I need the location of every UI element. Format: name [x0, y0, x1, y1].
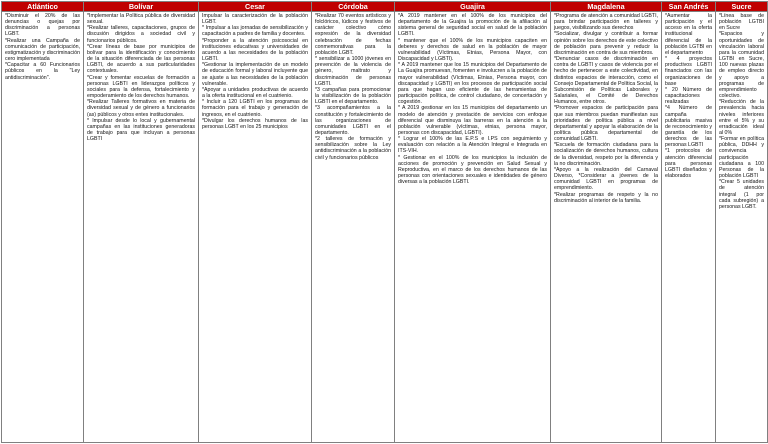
cell-item: * Impulsar a las jornadas de sensibilización y capacitación a padres de familia y docentes.	[202, 25, 308, 38]
cell-magdalena	[551, 12, 662, 443]
cell-item: *Realizar programas de respeto y la no discriminación al interior de la familia.	[554, 191, 658, 204]
cell-item: *Realizar una Campaña de comunicación de participación, estigmatización y discriminación cero implementada	[5, 37, 80, 63]
cell-item: *Programa de atención a comunidad LGBTI, para brindar participación en talleres y juegos, visibilizando sus derechos	[554, 13, 658, 32]
cell-item: *4 Número de campaña publicitaria masiva de reconocimiento y garantía de los derechos de las personas LGBTI	[665, 105, 712, 149]
header-san-andres: San Andrés	[662, 2, 716, 12]
cell-item: *3 acompañamientos a la constitución y fortalecimiento de las organizaciones de comunidades LGBTI en el departamento.	[315, 105, 391, 136]
cell-item: *Realizar Talleres formativos en materia de diversidad sexual y de género a funcionarios (as) públicos y otros entes institucionales.	[87, 99, 195, 118]
cell-item: *Crear y fomentar escuelas de formación a personas LGBTI en liderazgos políticos y sociales para la defensa, fortalecimiento y empoderamiento de los derechos humanos.	[87, 74, 195, 100]
cell-item: * Impulsar desde lo local y gubernamental campañas en las instituciones generadoras de trabajo para que incluyan a personas LGBTI	[87, 117, 195, 143]
header-magdalena: Magdalena	[551, 2, 662, 12]
header-guajira: Guajira	[395, 2, 551, 12]
cell-item: Impulsar la caracterización de la población LGBT.	[202, 13, 308, 26]
content-row	[2, 12, 768, 443]
cell-item: *2 talleres de formación y sensibilización sobre la Ley antidiscriminación a la población civil y funcionarios públicos	[315, 136, 391, 161]
cell-item: *Implementar la Política pública de diversidad sexual.	[87, 13, 195, 26]
policy-table	[1, 1, 768, 443]
cell-item: *Crear 5 unidades de atención integral (1 por cada subregión) a personas LGBT.	[719, 179, 764, 210]
cell-atlantico	[2, 12, 84, 443]
header-row	[2, 2, 768, 12]
cell-item: *Capacitar a 60 Funcionarios públicos en la "Ley antidiscriminación".	[5, 62, 80, 81]
cell-item: *Aumentar la participación y el acceso en la oferta institucional diferencial de la población LGTBI en el departamento	[665, 13, 712, 56]
cell-cordoba	[312, 12, 395, 443]
cell-item: *Apoyar a unidades productivas de acuerdo a la oferta institucional en el cuatrienio.	[202, 86, 308, 100]
cell-item: *Escuela de formación ciudadana para la socialización de derechos humanos, cultura de la diversidad, respeto por la diferencia y la no discriminación.	[554, 142, 658, 167]
cell-item: * A 2019 gestionar en los 15 municipios del departamento un modelo de atención y prestación de servicios con enfoque diferencial que disminuya las barreras en la atención a la población vulnerable (víctimas, etnias, persona mayor, personas con discapacidad, LGBTI).	[398, 105, 547, 136]
header-cesar: Cesar	[199, 2, 312, 12]
cell-item: *Proponder a la atención psicosocial en instituciones educativas y universidades de acuerdo a las necesidades de la población LGBTI.	[202, 37, 308, 63]
cell-item: *Denunciar casos de discriminación en contra de LGBTI y casos de violencia por el hecho de pertenecer a este colectividad, en distintos espacios de interacción, como el Consejo Departamental de Política Social, la Subcomisión de Políticas Laborales y Salariales, el Comité de Derechos Humanos, entre otros.	[554, 56, 658, 106]
cell-item: *Reducción de la prevalencia hacia niveles inferiores entre el 5% y su erradicación ideal al 0%	[719, 99, 764, 136]
cell-item: *Divulgar los derechos humanos de las personas LGBT en los 25 municipios	[202, 117, 308, 130]
cell-item: * 4 proyectos productivos LGBTI financiados con las organizaciones de base	[665, 56, 712, 87]
cell-item: *Gestionar la implementación de un modelo de educación formal y laboral incluyente que se ajuste a las necesidades de la población vulnerable.	[202, 62, 308, 87]
cell-item: *Crear líneas de base por municipios de bolívar para la identificación y conocimiento de la situación diferenciada de las personas LGBTI, de acuerdo a sus particularidades contextuales.	[87, 43, 195, 75]
cell-cesar	[199, 12, 312, 443]
header-cordoba: Córdoba	[312, 2, 395, 12]
cell-item: * Incluir a 120 LGBTI en los programas de formación para el trabajo y generación de ingresos, en el cuatrienio.	[202, 99, 308, 118]
cell-item: *Disminuir el 20% de las denuncias o quejas por discriminación a personas LGBT.	[5, 13, 80, 38]
cell-item: *A 2019 mantener en el 100% de los municipios del departamento de la Guajira la promoción de la afiliación al sistema general de seguridad social en salud de la población LGBTI.	[398, 13, 547, 38]
header-sucre: Sucre	[716, 2, 768, 12]
cell-bolivar	[84, 12, 199, 443]
cell-item: * Lograr el 100% de las E.P.S e I.PS con seguimiento y evaluación con relación a la Atención Integral e Integrada en ITS-VIH.	[398, 136, 547, 155]
cell-item: * 20 Número de capacitaciones realizadas	[665, 86, 712, 106]
cell-item: *3 campañas para promocionar la visibilización de la población LGBTI en el departamento.	[315, 86, 391, 106]
header-bolivar: Bolívar	[84, 2, 199, 12]
cell-item: *Apoyo a la realización del Carnaval Diverso, *Considerar a jóvenes de la comunidad LGBTI en programas de emprendimiento.	[554, 166, 658, 192]
cell-item: * A 2019 mantener que los 15 municipios del Departamento de La Guajira promuevan, fomenten e involucren a la población de mayor vulnerabilidad (Víctimas, Etnias, Persona mayor, con discapacidad y LGBTI) en los procesos de participación social para que hagan uso eficiente de las herramientas de participación política, de control ciudadano, de concertación y cogestión.	[398, 62, 547, 106]
cell-item: *Línea base de población LGTBI en Sucre	[719, 13, 764, 32]
cell-item: *Realizar 70 eventos artísticos y folclóricos, lúdicos y festivos de carácter colectivo cómo expresión de la diversidad celebración de fechas conmemorativas para la población LGBT.	[315, 13, 391, 56]
cell-item: * sensibilizar a 1000 jóvenes en prevención de la violencia de género, maltrato y discriminación de personas LGBTI.	[315, 56, 391, 87]
cell-item: *Realizar talleres, capacitaciones, grupos de discusión dirigidos a sociedad civil y funcionarios públicos.	[87, 25, 195, 44]
cell-guajira	[395, 12, 551, 443]
cell-item: *Socializar, divulgar y contribuir a formar opinión sobre los derechos de este colectivo de población para prevenir y reducir la discriminación en contra de sus miembros.	[554, 31, 658, 56]
cell-san-andres	[662, 12, 716, 443]
cell-item: *1 protocolos de atención diferencial para personas LGBTI diseñados y elaborados	[665, 148, 712, 180]
cell-item: * mantener que el 100% de los municipios capaciten en deberes y derechos de salud en la población de mayor vulnerabilidad (Víctimas, Etnias, Persona Mayor, con Discapacidad y LGBTI).	[398, 37, 547, 63]
cell-item: *Formar en política pública, DDHH y convivencia participación ciudadana a 100 Personas de la población LGBTI	[719, 136, 764, 180]
header-atlantico: Atlántico	[2, 2, 84, 12]
cell-item: *Espacios y oportunidades de vinculación laboral para la comunidad LGTBI en Sucre, 100 nuevas plazas de empleo directo y apoyo a programas de emprendimiento colectivo.	[719, 31, 764, 100]
cell-item: *Promover espacios de participación para que sus miembros puedan manifiestan sus prioridades de política pública a nivel departamental y apoyar la elaboración de la política pública departamental de comunidad LGBTI.	[554, 105, 658, 143]
cell-sucre	[716, 12, 768, 443]
cell-item: * Gestionar en el 100% de los municipios la inclusión de acciones de promoción y prevención en Salud Sexual y Reproductiva, en el marco de los derechos humanos de las personas con orientaciones sexuales e identidades de género diversas a la población LGBTI.	[398, 154, 547, 186]
